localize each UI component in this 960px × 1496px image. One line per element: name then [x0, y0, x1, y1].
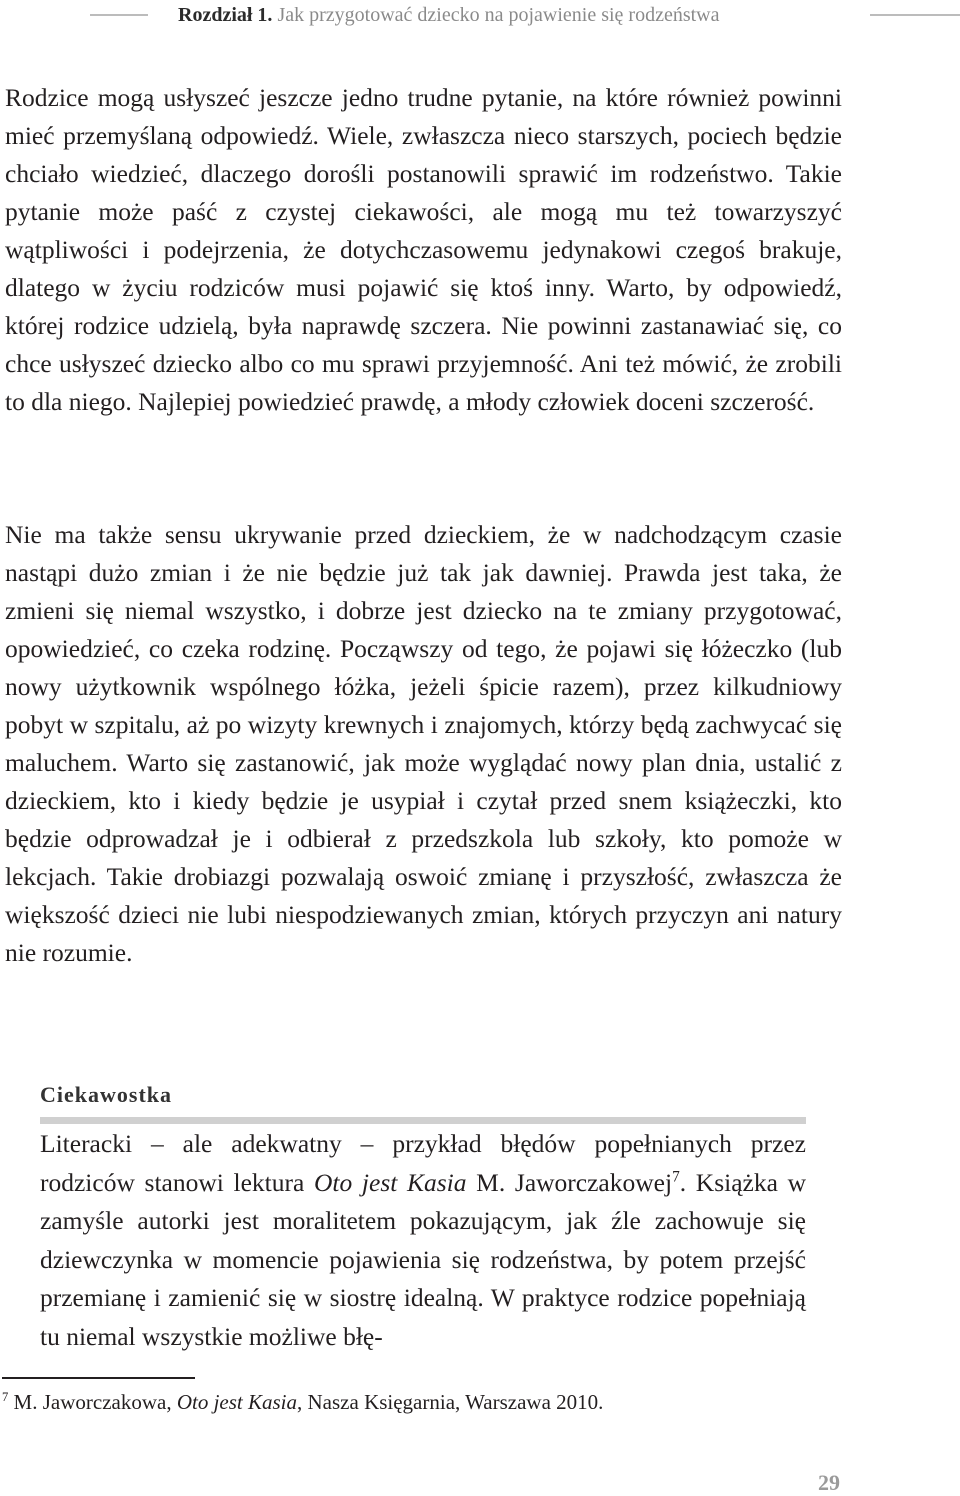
box-book-title: Oto jest Kasia	[314, 1167, 467, 1197]
footnote-reference: 7	[672, 1168, 680, 1185]
box-text-mid: M. Jaworczakowej	[466, 1167, 673, 1197]
sidebar-box-title: Ciekawostka	[40, 1082, 173, 1107]
header-rule-right	[870, 14, 960, 16]
footnote-rule	[2, 1377, 195, 1379]
chapter-number: Rozdział 1.	[178, 4, 273, 26]
footnote-book-title: Oto jest Kasia	[176, 1390, 298, 1414]
footnote-author: M. Jaworczakowa,	[8, 1390, 177, 1414]
chapter-title: Jak przygotować dziecko na pojawienie się rodzeństwa	[277, 4, 720, 26]
body-paragraph-2: Nie ma także sensu ukrywanie przed dzieckiem, że w nadchodzącym czasie nastąpi dużo zmian i że nie będzie już tak jak dawniej. Prawda jest taka, że zmieni się niemal wszystko, i dobrze jest dziecko na te zmiany przygotować, opowiedzieć, co czeka rodzinę. Począwszy od tego, że pojawi się łóżeczko (lub nowy użytkownik wspólnego łóżka, jeżeli śpicie razem), przez kilkudniowy pobyt w szpitalu, aż po wizyty krewnych i znajomych, którzy będą zachwycać się maluchem. Warto się zastanowić, jak może wyglądać nowy plan dnia, ustalić z dzieckiem, kto i kiedy będzie je usypiał i czytał przed snem książeczki, kto będzie odprowadzał je i odbierał z przedszkola lub szkoły, kto pomoże w lekcjach. Takie drobiazgi pozwalają oswoić zmianę i przyszłość, zwłaszcza że większość dzieci nie lubi niespodziewanych zmian, których przyczyn ani natury nie rozumie.	[5, 520, 842, 967]
footnote-publication: , Nasza Księgarnia, Warszawa 2010.	[297, 1390, 604, 1414]
sidebar-box-text	[40, 1125, 806, 1356]
page-number: 29	[818, 1470, 840, 1495]
running-head	[178, 2, 720, 28]
footnote-marker: 7	[2, 1390, 9, 1404]
header-rule-left	[90, 14, 148, 16]
box-text-after: . Książka w zamyśle autorki jest moralitetem pokazującym, jak źle zachowuje się dziewczynka w momencie pojawienia się rodzeństwa, by potem przejść przemianę i zamienić się w siostrę idealną. W praktyce rodzice popełniają tu niemal wszystkie możliwe błę-	[40, 1167, 806, 1351]
box-text-before: Literacki – ale adekwatny – przykład błędów popełnianych przez rodziców stanowi lektura	[40, 1129, 806, 1197]
footnote	[2, 1387, 603, 1417]
sidebar-box-rule	[40, 1117, 806, 1124]
body-paragraph-1: Rodzice mogą usłyszeć jeszcze jedno trudne pytanie, na które również powinni mieć przemyślaną odpowiedź. Wiele, zwłaszcza nieco starszych, pociech będzie chciało wiedzieć, dlaczego dorośli postanowili sprawić im rodzeństwo. Takie pytanie może paść z czystej ciekawości, ale mogą mu też towarzyszyć wątpliwości i podejrzenia, że dotychczasowemu jedynakowi czegoś brakuje, dlatego w życiu rodziców musi pojawić się ktoś inny. Warto, by odpowiedź, której rodzice udzielą, była naprawdę szczera. Nie powinni zastanawiać się, co chce usłyszeć dziecko albo co mu sprawi przyjemność. Ani też mówić, że zrobili to dla niego. Najlepiej powiedzieć prawdę, a młody człowiek doceni szczerość.	[5, 83, 842, 416]
